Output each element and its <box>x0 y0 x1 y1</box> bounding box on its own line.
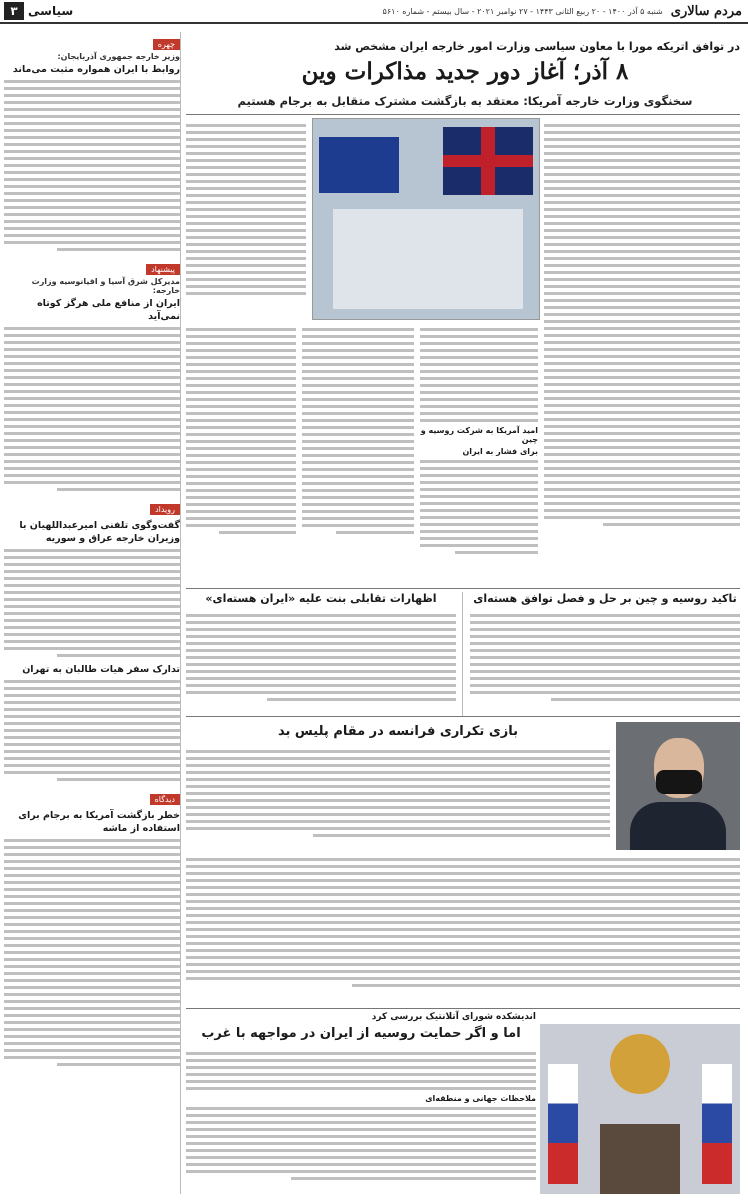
main-headline: ۸ آذر؛ آغاز دور جدید مذاکرات وین <box>301 58 629 85</box>
article-kicker: در توافق اتریکه مورا با معاون سیاسی وزارت امور خارجه ایران مشخص شد <box>334 40 740 53</box>
article-column <box>420 324 538 584</box>
article-text <box>4 839 180 1066</box>
sidebar-title: خطر بازگشت آمریکا به برجام برای استفاده از ماشه <box>18 810 180 834</box>
atlantic-headline: اما و اگر حمایت روسیه از ایران در مواجهه با غرب <box>201 1026 521 1041</box>
sidebar-tag: دیدگاه <box>150 794 180 805</box>
box-title-tehran: اظهارات تقابلی بنت علیه «ایران هسته‌ای» <box>205 592 437 605</box>
newspaper-logo: مردم سالاری <box>670 3 742 19</box>
article-text <box>4 549 180 657</box>
issue-info: شنبه ۵ آذر ۱۴۰۰ - ۲۰ ربیع الثانی ۱۴۴۳ - ۲۷ نوامبر ۲۰۲۱ - سال بیستم - شماره ۵۶۱۰ <box>382 6 663 16</box>
page-number: ۳ <box>4 2 24 20</box>
sidebar-item <box>4 663 180 781</box>
atlantic-kicker: اندیشکده شورای آتلانتیک بررسی کرد <box>371 1012 536 1022</box>
section-label <box>4 2 77 20</box>
divider <box>186 114 740 115</box>
sidebar-item <box>4 32 180 251</box>
article-column <box>186 610 456 716</box>
eu-flag <box>319 137 399 193</box>
column-heading: امید آمریکا به شرکت روسیه و چین <box>420 426 538 444</box>
sidebar-subtitle: مدیرکل شرق آسیا و اقیانوسیه وزارت خارجه: <box>31 277 180 295</box>
sidebar-title: روابط با ایران همواره مثبت می‌ماند <box>12 64 180 75</box>
flags-photo <box>312 118 540 320</box>
sidebar-item <box>4 787 180 1066</box>
column-heading: ملاحظات جهانی و منطقه‌ای <box>425 1094 536 1103</box>
divider <box>186 1008 740 1009</box>
sidebar-title: گفت‌وگوی تلفنی امیرعبداللهیان با وزیران خارجه عراق و سوریه <box>19 520 180 544</box>
article-text <box>4 80 180 251</box>
signatures-board <box>333 209 523 309</box>
article-column <box>186 324 296 584</box>
article-column <box>186 746 610 850</box>
sidebar-item <box>4 497 180 657</box>
sidebar-tag: چهره <box>153 39 180 50</box>
masthead <box>0 0 748 24</box>
sidebar-subtitle: وزیر خارجه جمهوری آذربایجان: <box>57 52 180 61</box>
main-subheadline: سخنگوی وزارت خارجه آمریکا: معتقد به بازگشت مشترک متقابل به برجام هستیم <box>237 94 693 108</box>
section-name: سیاسی <box>28 4 74 18</box>
uk-flag <box>443 127 533 195</box>
box-title-russia-china: تاکید روسیه و چین بر حل و فصل توافق هسته‌ای <box>473 592 737 605</box>
article-text <box>4 327 180 491</box>
sidebar-item <box>4 257 180 491</box>
article-column <box>186 854 740 1004</box>
divider <box>186 588 740 589</box>
sidebar-title: ایران از منافع ملی هرگز کوتاه نمی‌آید <box>37 298 180 322</box>
putin-photo <box>540 1024 740 1194</box>
article-column <box>186 1048 536 1194</box>
sidebar-tag: پیشنهاد <box>146 264 180 275</box>
sidebar-tag: رویداد <box>150 504 180 515</box>
divider <box>462 592 463 716</box>
divider <box>186 716 740 717</box>
column-heading: برای فشار به ایران <box>462 447 538 456</box>
article-text <box>4 680 180 781</box>
sidebar <box>4 32 181 1194</box>
article-column <box>470 610 740 716</box>
article-column <box>302 324 414 584</box>
article-column <box>544 120 740 584</box>
sidebar-title: تدارک سفر هیات طالبان به تهران <box>22 664 180 675</box>
france-headline: بازی تکراری فرانسه در مقام پلیس بد <box>278 724 518 739</box>
article-column <box>186 120 306 320</box>
macron-photo <box>616 722 740 850</box>
